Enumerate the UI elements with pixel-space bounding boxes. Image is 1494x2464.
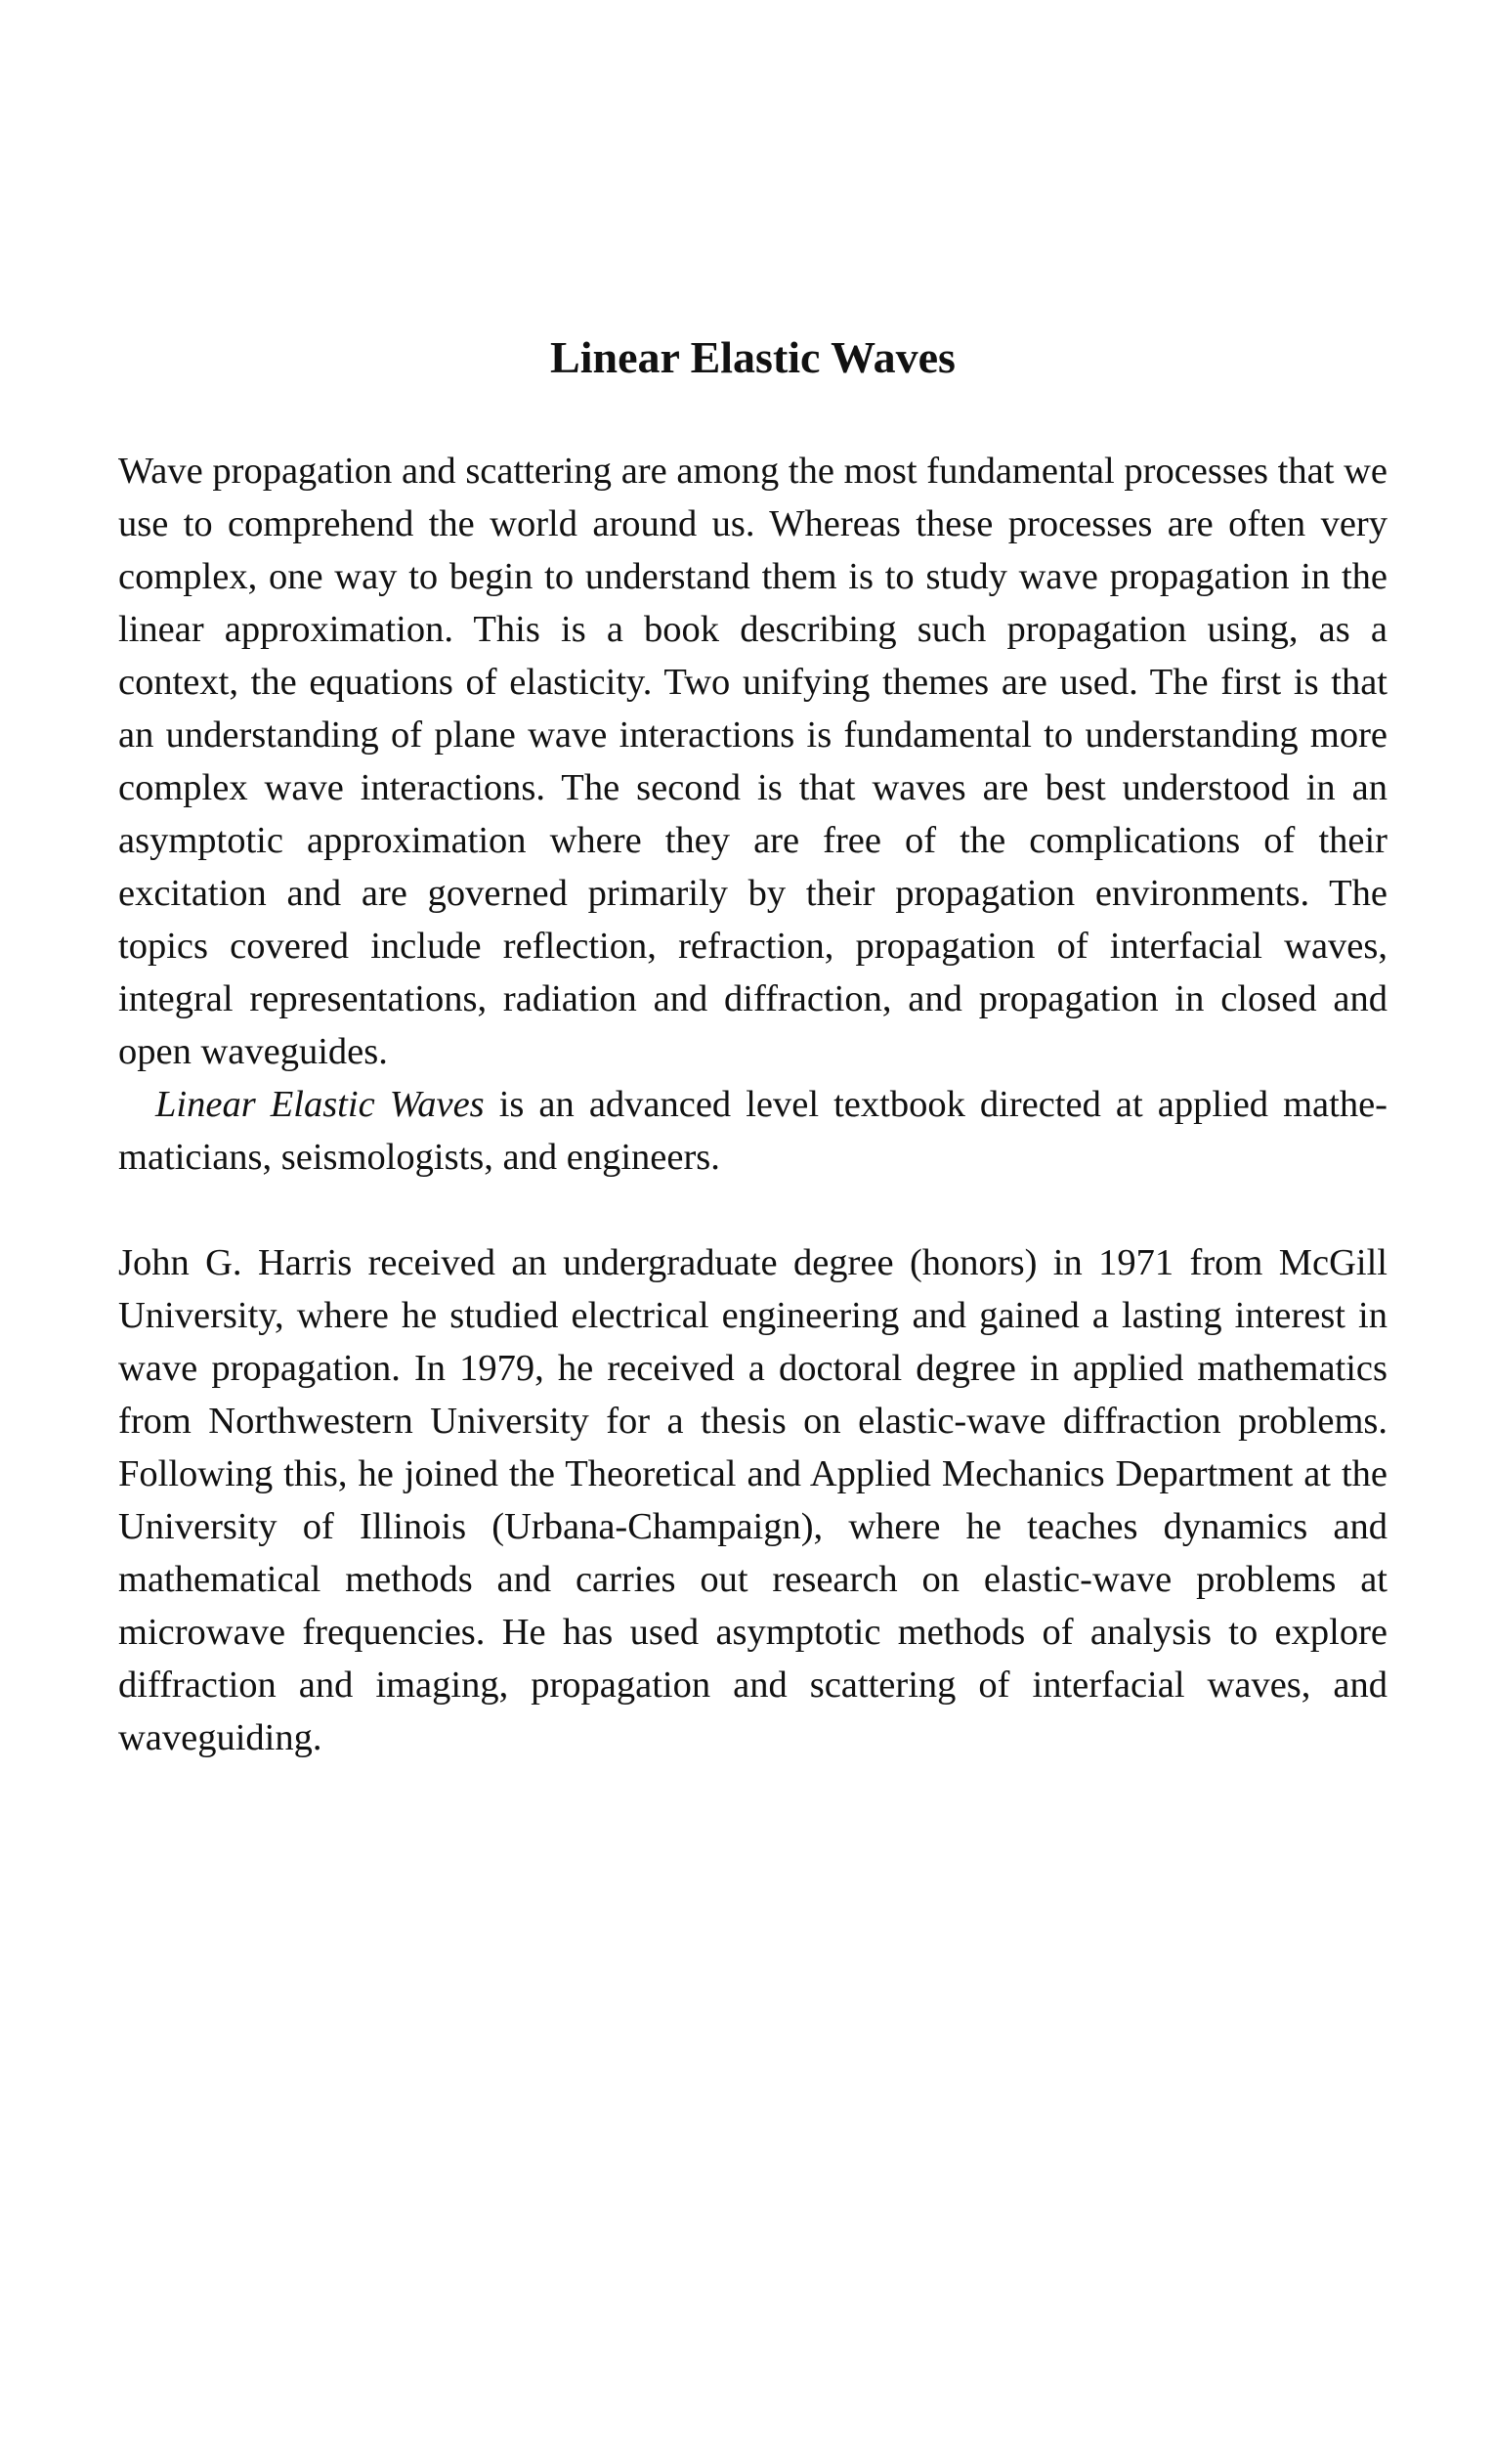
author-bio-paragraph: John G. Harris received an undergraduate degree (honors) in 1971 from McGill University, where he studied electrical engineering and gained a lasting interest in wave propagation. In 1979, he received a doctoral degree in applied mathematics from Northwestern University for a thesis on elastic-wave diffraction problems. Following this, he joined the Theoretical and Applied Mechanics Department at the University of Illinois (Urbana-Champaign), where he teaches dynamics and mathematical methods and carries out research on elastic-wave problems at microwave frequencies. He has used asymptotic methods of analysis to explore diffraction and imaging, propagation and scattering of interfacial waves, and waveguiding. <box>118 1242 1387 1758</box>
page-title: Linear Elastic Waves <box>550 332 956 382</box>
description-paragraph-1: Wave propagation and scattering are among the most fundamental processes that we use to comprehend the world around us. Whereas these processes are often very complex, one way to begin to understand them is to study wave propagation in the linear approximation. This is a book describing such propagation using, as a context, the equations of elasticity. Two unifying themes are used. The first is that an understanding of plane wave interactions is fundamental to understanding more complex wave interactions. The second is that waves are best understood in an asymptotic approximation where they are free of the complications of their excitation and are governed primarily by their propagation environments. The topics covered include reflection, refraction, propagation of interfacial waves, integral representations, radiation and diffraction, and propagation in closed and open waveguides. <box>118 451 1387 1072</box>
book-title-italic: Linear Elastic Waves <box>155 1084 485 1125</box>
description-paragraph-2 <box>118 1078 1387 1184</box>
description-paragraph-2-text: is an advanced level textbook directed at applied mathematicians, seismologists, and engineers. <box>118 1084 1387 1178</box>
